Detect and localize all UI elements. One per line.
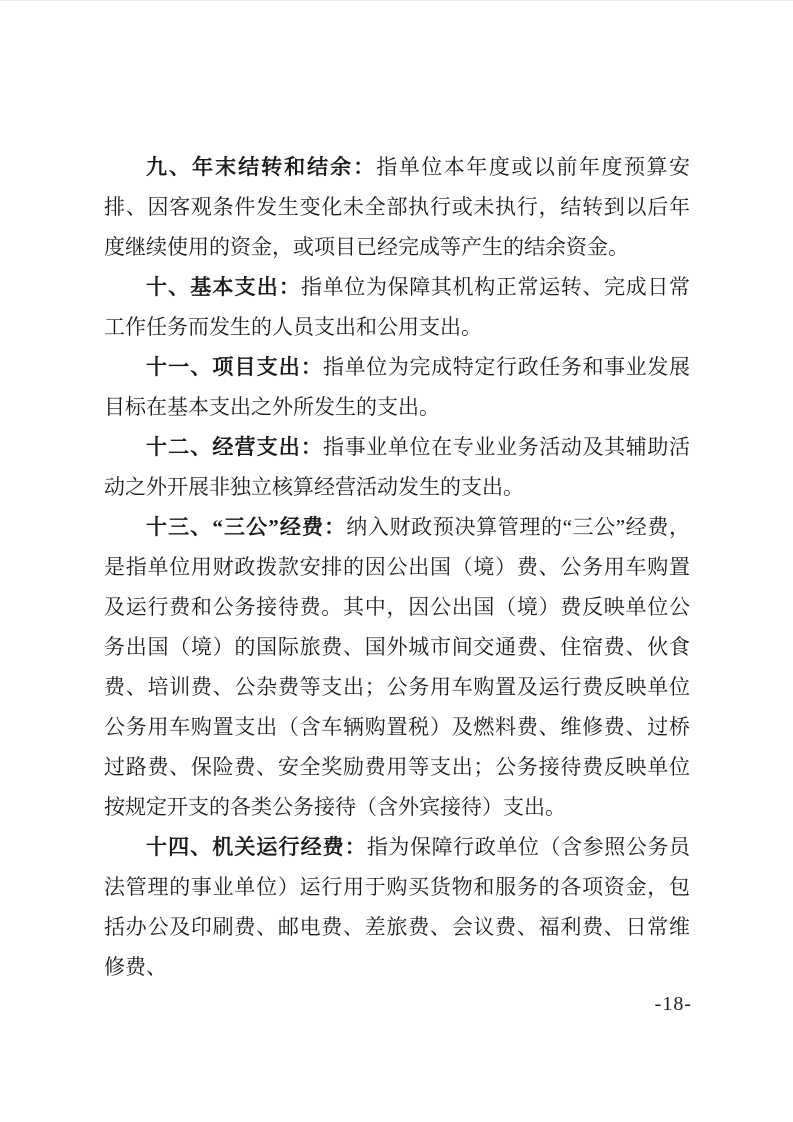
- paragraph-term-13: [104, 507, 690, 827]
- term-9-definition: 指单位本年度或以前年度预算安排、因客观条件发生变化未全部执行或未执行，结转到以后年度继续使用的资金，或项目已经完成等产生的结余资金。: [104, 155, 691, 259]
- term-14-definition: 指为保障行政单位（含参照公务员法管理的事业单位）运行用于购买货物和服务的各项资金，包括办公及印刷费、邮电费、差旅费、会议费、福利费、日常维修费、: [104, 835, 691, 979]
- paragraph-term-9: [104, 147, 690, 267]
- paragraph-term-14: [104, 827, 690, 987]
- term-10-label: 十、基本支出：: [146, 275, 302, 299]
- term-13-definition: 纳入财政预决算管理的“三公”经费，是指单位用财政拨款安排的因公出国（境）费、公务用车购置及运行费和公务接待费。其中，因公出国（境）费反映单位公务出国（境）的国际旅费、国外城市间交通费、住宿费、伙食费、培训费、公杂费等支出；公务用车购置及运行费反映单位公务用车购置支出（含车辆购置税）及燃料费、维修费、过桥过路费、保险费、安全奖励费用等支出；公务接待费反映单位按规定开支的各类公务接待（含外宾接待）支出。: [104, 515, 691, 819]
- term-10-definition: 指单位为保障其机构正常运转、完成日常工作任务而发生的人员支出和公用支出。: [104, 275, 691, 339]
- term-11-definition: 指单位为完成特定行政任务和事业发展目标在基本支出之外所发生的支出。: [104, 355, 690, 419]
- term-13-label: 十三、“三公”经费：: [146, 515, 347, 539]
- page-number: -18-: [654, 993, 692, 1015]
- term-11-label: 十一、项目支出：: [146, 355, 323, 379]
- paragraph-term-10: [104, 267, 690, 347]
- paragraph-term-12: [104, 427, 690, 507]
- term-12-label: 十二、经营支出：: [146, 435, 323, 459]
- document-body: [104, 147, 690, 987]
- term-12-definition: 指事业单位在专业业务活动及其辅助活动之外开展非独立核算经营活动发生的支出。: [104, 435, 690, 499]
- term-14-label: 十四、机关运行经费：: [146, 835, 367, 859]
- term-9-label: 九、年末结转和结余：: [146, 155, 377, 179]
- paragraph-term-11: [104, 347, 690, 427]
